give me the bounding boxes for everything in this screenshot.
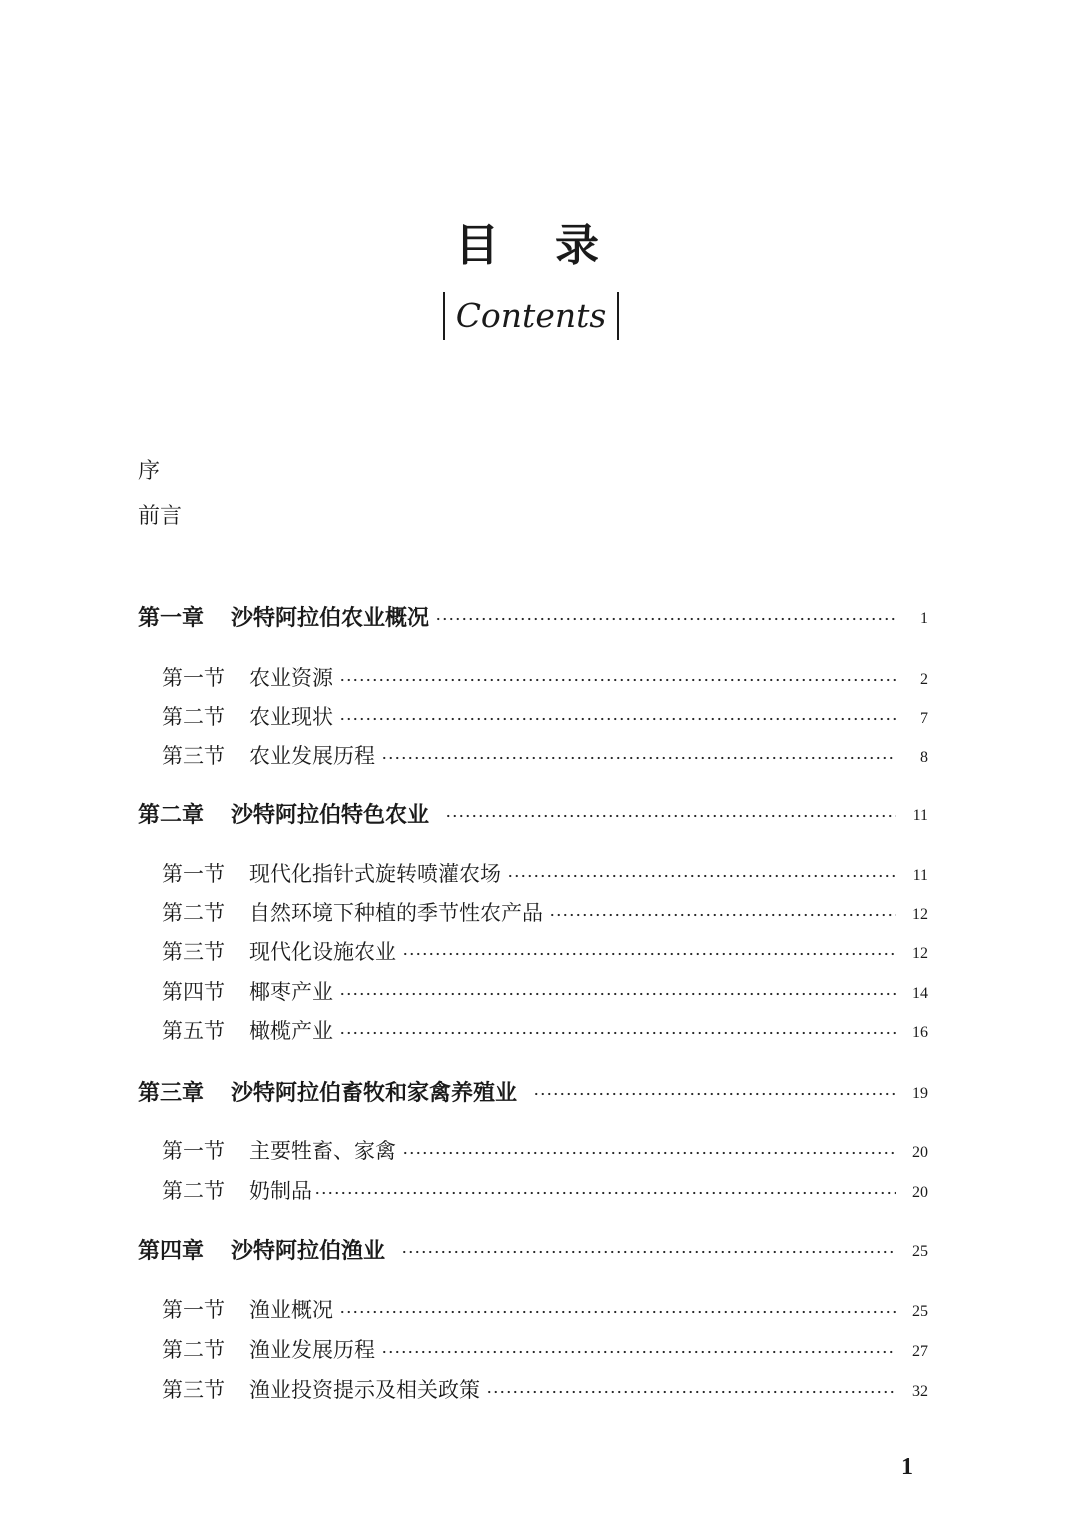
section-title: 渔业概况 [249, 1298, 333, 1322]
section-label: 第五节 [162, 1019, 225, 1043]
chapter-label: 第二章 [138, 801, 205, 828]
toc-section [162, 936, 928, 966]
section-title: 渔业投资提示及相关政策 [249, 1378, 480, 1402]
section-label: 第二节 [162, 901, 225, 925]
page-number: 12 [912, 906, 928, 923]
page-number: 19 [912, 1085, 928, 1102]
page-number: 20 [912, 1184, 928, 1201]
toc-section [162, 897, 928, 927]
section-title: 自然环境下种植的季节性农产品 [249, 901, 543, 925]
page-folio: 1 [901, 1454, 913, 1480]
section-label: 第三节 [162, 940, 225, 964]
chapter-title: 沙特阿拉伯畜牧和家禽养殖业 [231, 1079, 518, 1106]
toc-section [162, 1374, 928, 1404]
dot-leader [435, 617, 896, 621]
toc-foreword: 前言 [138, 504, 183, 529]
chapter-title: 沙特阿拉伯特色农业 [231, 801, 430, 828]
chapter-title: 沙特阿拉伯农业概况 [231, 604, 430, 631]
toc-section [162, 701, 928, 731]
toc-section [162, 1015, 928, 1045]
dot-leader [339, 717, 896, 721]
section-title: 主要牲畜、家禽 [249, 1139, 396, 1163]
toc-section [162, 662, 928, 692]
dot-leader [549, 913, 896, 917]
section-label: 第二节 [162, 705, 225, 729]
dot-leader [507, 874, 896, 878]
page-number: 8 [920, 749, 928, 766]
dot-leader [339, 1310, 896, 1314]
page-subtitle: Contents [455, 296, 607, 335]
toc-section [162, 976, 928, 1006]
dot-leader [401, 1250, 896, 1254]
page-title: 目录 [455, 220, 655, 271]
section-title: 现代化指针式旋转喷灌农场 [249, 862, 501, 886]
toc-section [162, 1334, 928, 1364]
page-number: 25 [912, 1303, 928, 1320]
section-title: 现代化设施农业 [249, 940, 396, 964]
dot-leader [381, 1350, 896, 1354]
dot-leader [339, 1031, 896, 1035]
toc-section [162, 1294, 928, 1324]
page-number: 25 [912, 1243, 928, 1260]
section-title: 椰枣产业 [249, 980, 333, 1004]
section-label: 第一节 [162, 1139, 225, 1163]
toc-chapter [138, 1076, 928, 1106]
chapter-label: 第三章 [138, 1079, 205, 1106]
page-number: 11 [912, 867, 928, 884]
section-label: 第四节 [162, 980, 225, 1004]
section-title: 农业资源 [249, 666, 333, 690]
chapter-title: 沙特阿拉伯渔业 [231, 1237, 386, 1264]
chapter-label: 第一章 [138, 604, 205, 631]
toc-section [162, 740, 928, 770]
dot-leader [339, 678, 896, 682]
page-number: 14 [912, 985, 928, 1002]
dot-leader [314, 1191, 896, 1195]
toc-chapter [138, 798, 928, 828]
section-label: 第一节 [162, 666, 225, 690]
toc-section [162, 1175, 928, 1205]
subtitle-right-bar [617, 292, 619, 340]
section-label: 第一节 [162, 1298, 225, 1322]
toc-chapter [138, 601, 928, 631]
page-number: 2 [920, 671, 928, 688]
dot-leader [339, 992, 896, 996]
dot-leader [402, 1151, 896, 1155]
section-label: 第二节 [162, 1179, 225, 1203]
section-title: 农业发展历程 [249, 744, 375, 768]
section-title: 奶制品 [249, 1179, 312, 1203]
page-number: 16 [912, 1024, 928, 1041]
toc-section [162, 858, 928, 888]
dot-leader [533, 1092, 896, 1096]
dot-leader [402, 952, 896, 956]
page-number: 27 [912, 1343, 928, 1360]
page-number: 20 [912, 1144, 928, 1161]
chapter-label: 第四章 [138, 1237, 205, 1264]
dot-leader [445, 814, 896, 818]
dot-leader [486, 1390, 896, 1394]
toc-section [162, 1135, 928, 1165]
page-number: 7 [920, 710, 928, 727]
toc-chapter [138, 1234, 928, 1264]
section-title: 渔业发展历程 [249, 1338, 375, 1362]
section-label: 第一节 [162, 862, 225, 886]
toc-preface: 序 [138, 459, 161, 484]
section-label: 第二节 [162, 1338, 225, 1362]
section-title: 农业现状 [249, 705, 333, 729]
dot-leader [381, 756, 896, 760]
section-label: 第三节 [162, 1378, 225, 1402]
page-number: 1 [920, 610, 928, 627]
page-number: 11 [912, 807, 928, 824]
section-label: 第三节 [162, 744, 225, 768]
page-number: 12 [912, 945, 928, 962]
page-number: 32 [912, 1383, 928, 1400]
section-title: 橄榄产业 [249, 1019, 333, 1043]
